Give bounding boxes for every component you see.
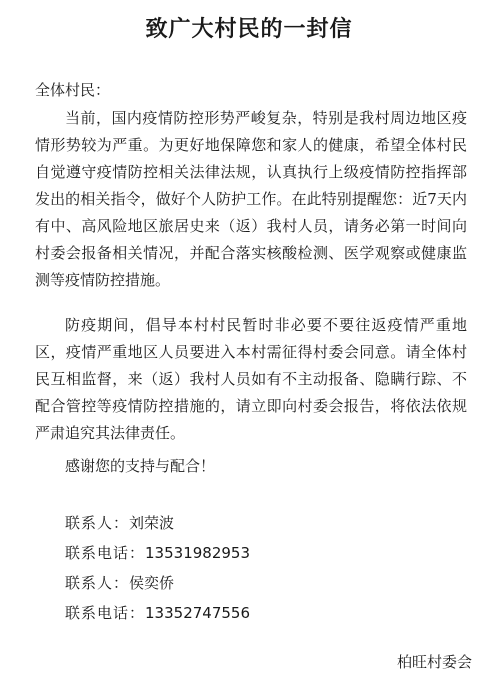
- contact-value: 侯奕侨: [129, 574, 175, 592]
- paragraph-2: 防疫期间，倡导本村村民暂时非必要不要往返疫情严重地区，疫情严重地区人员要进入本村需征得村委会同意。请全体村民互相监督，来（返）我村人员如有不主动报备、隐瞒行踪、不配合管控等疫情防控措施的，请立即向村委会报告，将依法依规严肃追究其法律责任。: [35, 316, 467, 442]
- contact-label: 联系人：: [65, 574, 130, 592]
- contact-label: 联系人：: [65, 514, 130, 532]
- paragraph-1: 当前，国内疫情防控形势严峻复杂，特别是我村周边地区疫情形势较为严重。为更好地保障您和家人的健康，希望全体村民自觉遵守疫情防控相关法律法规，认真执行上级疫情防控指挥部发出的相关指令，做好个人防护工作。在此特别提醒您：近7天内有中、高风险地区旅居史来（返）我村人员，请务必第一时间向村委会报备相关情况，并配合落实核酸检测、医学观察或健康监测等疫情防控措施。: [35, 109, 467, 289]
- contact-value: 13352747556: [145, 604, 250, 622]
- salutation: 全体村民：: [35, 81, 111, 99]
- contact-label: 联系电话：: [65, 604, 146, 622]
- contact-phone-2: [65, 602, 250, 632]
- contact-value: 13531982953: [145, 544, 250, 562]
- letter-title: 致广大村民的一封信: [145, 17, 353, 42]
- contact-label: 联系电话：: [65, 544, 146, 562]
- contact-list: [65, 512, 250, 632]
- contact-person-1: [65, 512, 250, 542]
- contact-phone-1: [65, 542, 250, 572]
- thanks-line: 感谢您的支持与配合！: [65, 457, 216, 475]
- contact-value: 刘荣波: [129, 514, 175, 532]
- signature: 柏旺村委会: [396, 653, 472, 671]
- contact-person-2: [65, 572, 250, 602]
